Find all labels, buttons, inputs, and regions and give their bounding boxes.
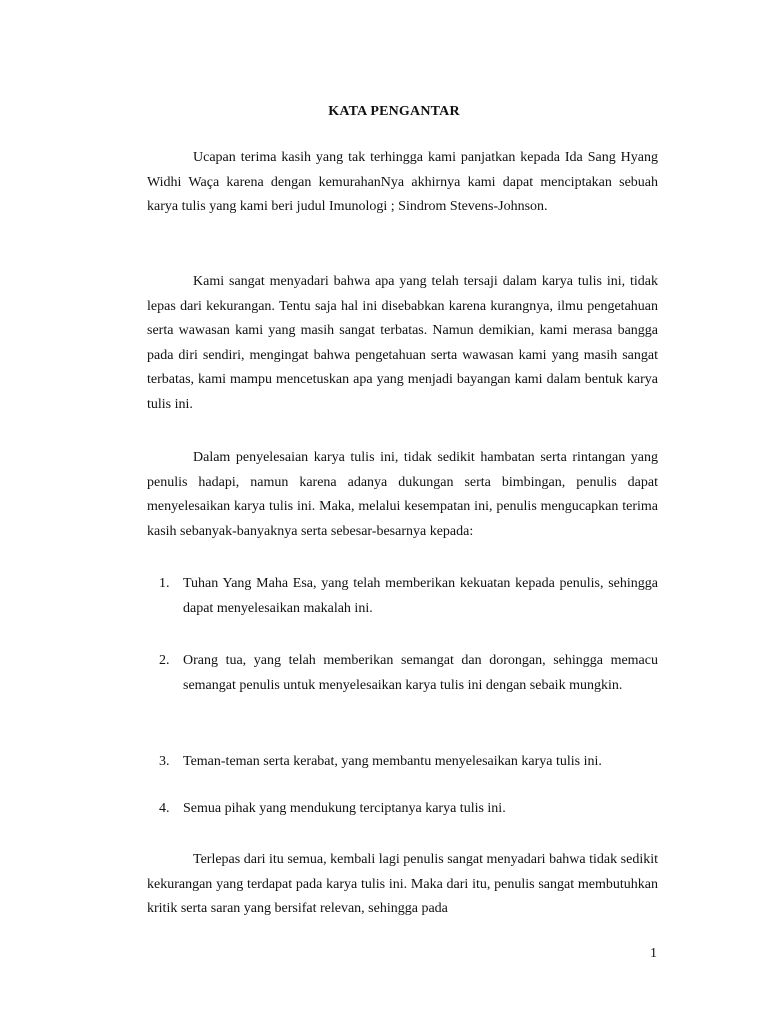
list-item-text: Orang tua, yang telah memberikan semangat dan dorongan, sehingga memacu semangat penulis untuk menyelesaikan karya tulis ini dengan sebaik mungkin. (183, 653, 658, 693)
list-item (147, 797, 658, 822)
page-number: 1 (650, 946, 657, 961)
list-item-text: Tuhan Yang Maha Esa, yang telah memberikan kekuatan kepada penulis, sehingga dapat menyelesaikan makalah ini. (183, 576, 658, 616)
paragraph-acknowledgement: Dalam penyelesaian karya tulis ini, tidak sedikit hambatan serta rintangan yang penulis hadapi, namun karena adanya dukungan serta bimbingan, penulis dapat menyelesaikan karya tulis ini. Maka, melalui kesempatan ini, penulis mengucapkan terima kasih sebanyak-banyaknya serta sebesar-besarnya kepada: (147, 450, 658, 539)
list-item (147, 572, 658, 621)
list-item-number: 2. (159, 653, 170, 668)
list-item-text: Teman-teman serta kerabat, yang membantu menyelesaikan karya tulis ini. (183, 754, 602, 769)
list-item-number: 3. (159, 754, 170, 769)
paragraph-shortcomings: Kami sangat menyadari bahwa apa yang telah tersaji dalam karya tulis ini, tidak lepas dari kekurangan. Tentu saja hal ini disebabkan karena kurangnya, ilmu pengetahuan serta wawasan kami yang masih sangat terbatas. Namun demikian, kami merasa bangga pada diri sendiri, mengingat bahwa pengetahuan serta wawasan kami yang masih sangat terbatas, kami mampu mencetuskan apa yang menjadi bayangan kami dalam bentuk karya tulis ini. (147, 274, 658, 412)
list-item (147, 750, 658, 775)
paragraph-intro: Ucapan terima kasih yang tak terhingga kami panjatkan kepada Ida Sang Hyang Widhi Waҫa karena dengan kemurahanNya akhirnya kami dapat menciptakan sebuah karya tulis yang kami beri judul Imunologi ; Sindrom Stevens-Johnson. (147, 150, 658, 215)
list-item-number: 4. (159, 801, 170, 816)
list-item-number: 1. (159, 576, 170, 591)
list-item (147, 649, 658, 698)
list-item-text: Semua pihak yang mendukung terciptanya karya tulis ini. (183, 801, 506, 816)
page-title: KATA PENGANTAR (328, 104, 460, 119)
paragraph-closing: Terlepas dari itu semua, kembali lagi penulis sangat menyadari bahwa tidak sedikit kekurangan yang terdapat pada karya tulis ini. Maka dari itu, penulis sangat membutuhkan kritik serta saran yang bersifat relevan, sehingga pada (147, 852, 658, 917)
